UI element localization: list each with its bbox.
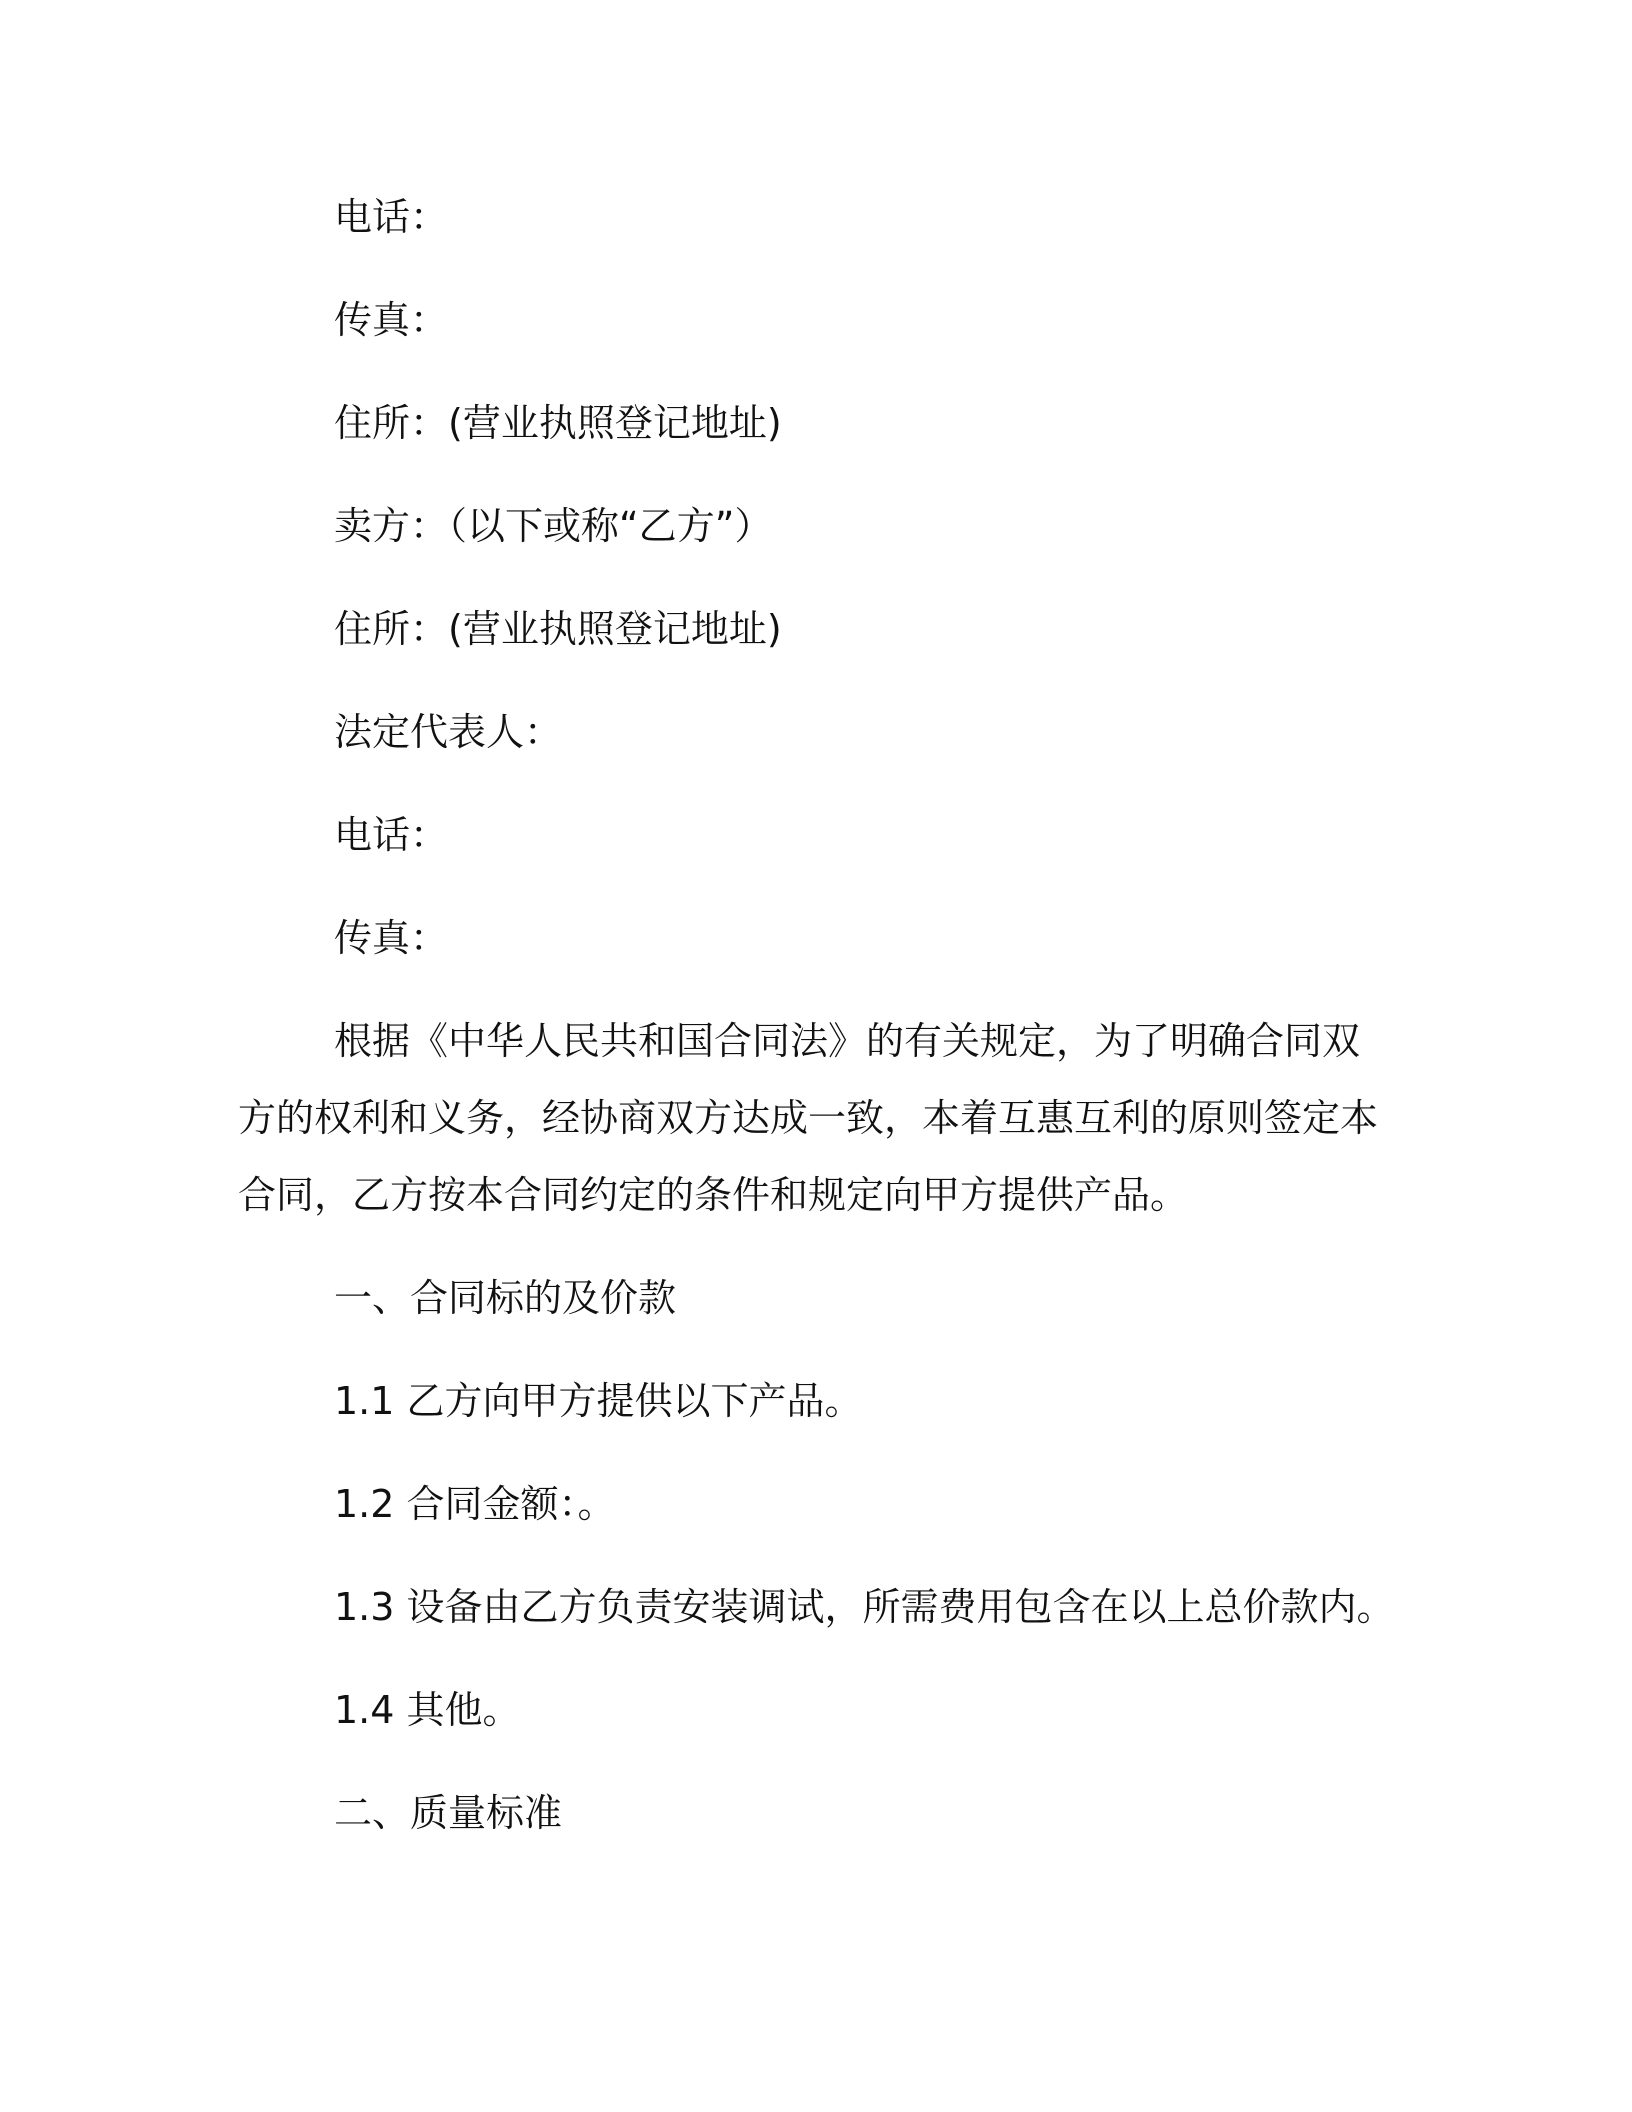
seller-phone-label: 电话： bbox=[334, 813, 449, 857]
seller-label: 卖方：（以下或称“乙方”） bbox=[334, 504, 773, 548]
buyer-fax-label: 传真： bbox=[334, 298, 449, 342]
clause-1-1: 1.1 乙方向甲方提供以下产品。 bbox=[334, 1379, 863, 1423]
seller-fax-label: 传真： bbox=[334, 916, 449, 960]
buyer-address-label: 住所：(营业执照登记地址) bbox=[334, 401, 782, 445]
buyer-phone-label: 电话： bbox=[334, 195, 449, 239]
clause-1-2: 1.2 合同金额：。 bbox=[334, 1482, 616, 1526]
seller-address-label: 住所：(营业执照登记地址) bbox=[334, 607, 782, 651]
clause-1-4: 1.4 其他。 bbox=[334, 1688, 521, 1732]
section-heading-subject-and-price: 一、合同标的及价款 bbox=[334, 1276, 677, 1320]
seller-legal-rep-label: 法定代表人： bbox=[334, 710, 563, 754]
contract-preamble-paragraph: 根据《中华人民共和国合同法》的有关规定，为了明确合同双方的权利和义务，经协商双方达成一致，本着互惠互利的原则签定本合同，乙方按本合同约定的条件和规定向甲方提供产品。 bbox=[238, 1019, 1379, 1217]
clause-1-3: 1.3 设备由乙方负责安装调试，所需费用包含在以上总价款内。 bbox=[334, 1585, 1395, 1629]
section-heading-quality-standard: 二、质量标准 bbox=[334, 1791, 563, 1835]
